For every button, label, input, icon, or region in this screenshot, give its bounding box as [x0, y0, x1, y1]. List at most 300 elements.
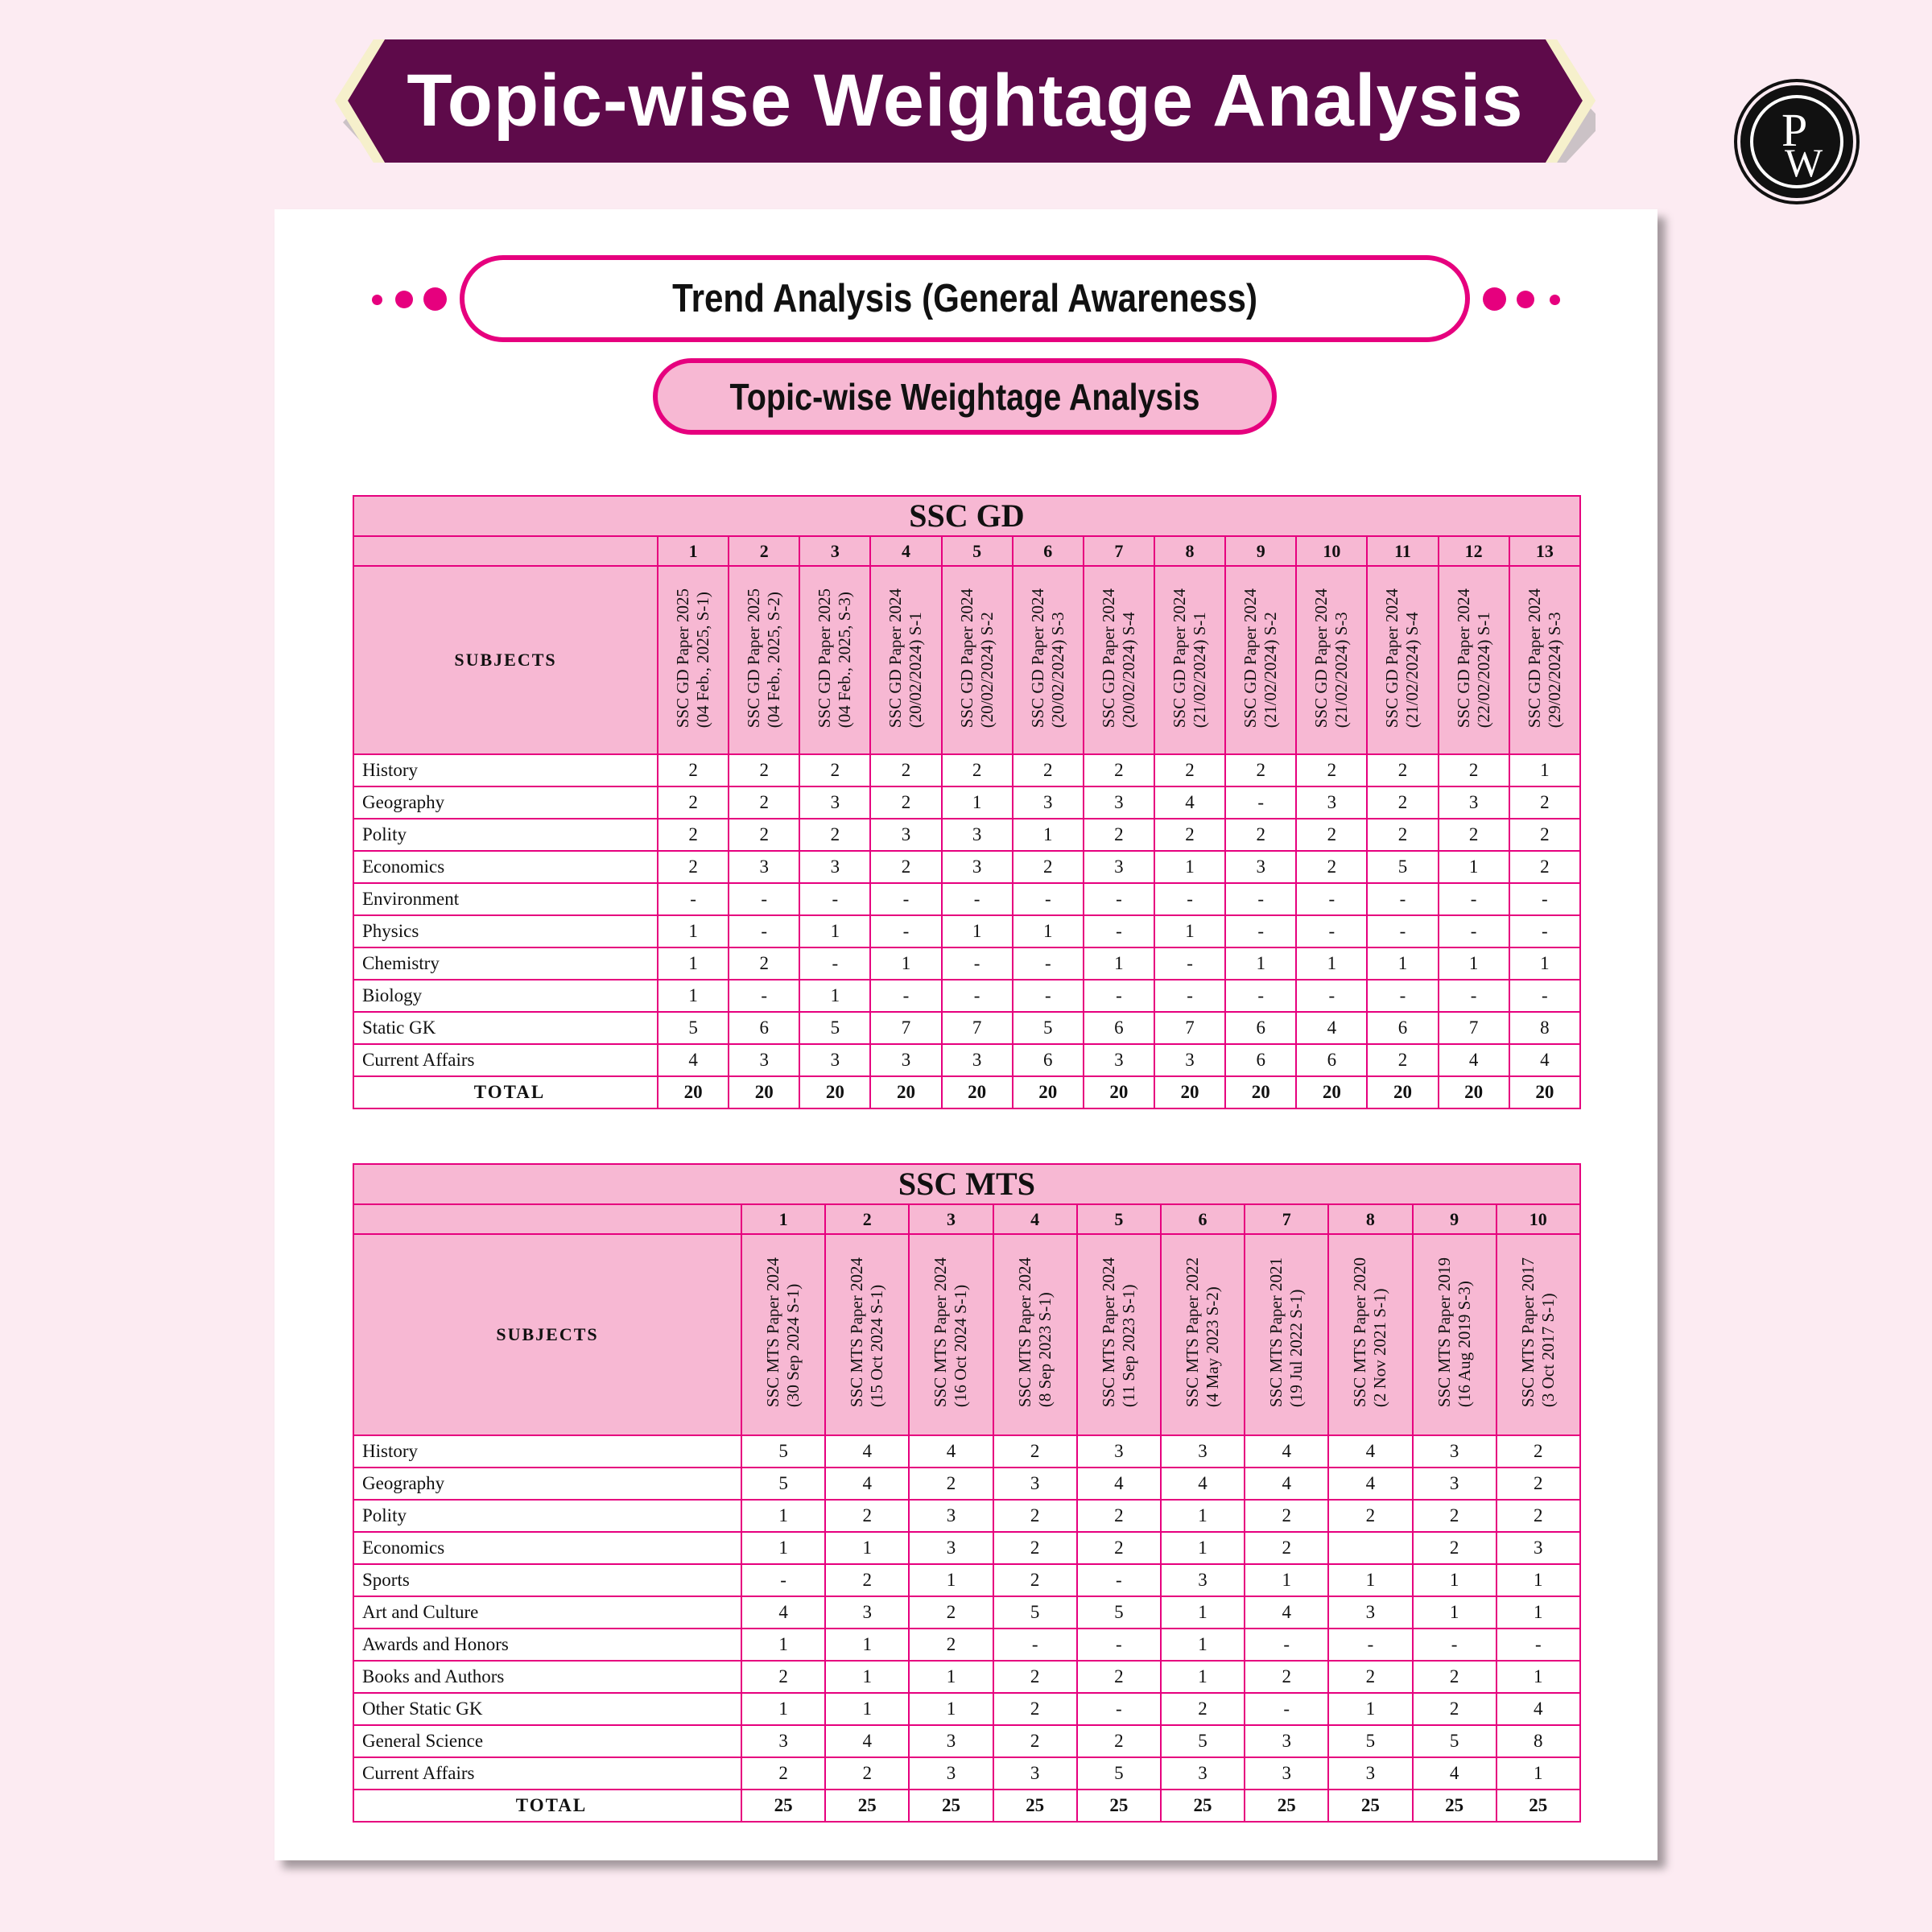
paper-label [763, 1257, 803, 1407]
value-cell: - [942, 980, 1013, 1012]
value-cell: 20 [1367, 1076, 1438, 1108]
value-cell: 4 [909, 1435, 993, 1468]
value-cell: 4 [1077, 1468, 1161, 1500]
table-row [353, 754, 1580, 786]
value-cell: 2 [1154, 819, 1225, 851]
value-cell: 1 [1161, 1532, 1245, 1564]
subject-name: Current Affairs [353, 1044, 658, 1076]
paper-column-header [1245, 1234, 1328, 1435]
blank-cell [353, 536, 658, 566]
value-cell: - [1296, 915, 1367, 947]
table-row [353, 1661, 1580, 1693]
value-cell: 5 [1077, 1596, 1161, 1629]
paper-name: SSC GD Paper 2024 [956, 588, 976, 729]
value-cell: - [1439, 883, 1509, 915]
paper-date: (30 Sep 2024 S-1) [783, 1284, 803, 1408]
paper-name: SSC GD Paper 2024 [1311, 588, 1331, 729]
table-row [353, 1468, 1580, 1500]
value-cell: 3 [1413, 1435, 1496, 1468]
paper-column-header [993, 1234, 1077, 1435]
total-row [353, 1790, 1580, 1822]
paper-label [815, 588, 855, 728]
value-cell: 1 [909, 1564, 993, 1596]
value-cell: 3 [1084, 786, 1154, 819]
paper-date: (21/02/2024) S-3 [1331, 612, 1352, 729]
value-cell: 2 [1496, 1435, 1580, 1468]
value-cell: 3 [1161, 1435, 1245, 1468]
svg-text:W: W [1785, 140, 1823, 185]
paper-name: SSC GD Paper 2025 [815, 588, 835, 729]
value-cell: 5 [1161, 1725, 1245, 1757]
value-cell: 4 [1245, 1468, 1328, 1500]
paper-name: SSC MTS Paper 2024 [847, 1257, 867, 1408]
paper-column-header [1084, 566, 1154, 754]
column-number: 10 [1296, 536, 1367, 566]
table-row [353, 1012, 1580, 1044]
value-cell: 6 [1225, 1012, 1296, 1044]
column-number: 13 [1509, 536, 1580, 566]
table-row [353, 786, 1580, 819]
value-cell: 3 [993, 1468, 1077, 1500]
paper-date: (11 Sep 2023 S-1) [1118, 1284, 1138, 1408]
value-cell: 2 [1296, 819, 1367, 851]
decor-dot [395, 291, 413, 308]
value-cell: 25 [1161, 1790, 1245, 1822]
value-cell: 1 [658, 915, 729, 947]
value-cell: 2 [658, 786, 729, 819]
value-cell: 1 [1154, 915, 1225, 947]
value-cell: - [799, 883, 870, 915]
paper-column-header [1367, 566, 1438, 754]
value-cell: 3 [1077, 1435, 1161, 1468]
paper-column-header [1509, 566, 1580, 754]
subject-name: Economics [353, 1532, 741, 1564]
value-cell: 3 [942, 819, 1013, 851]
value-cell: 1 [1161, 1661, 1245, 1693]
value-cell: 3 [909, 1500, 993, 1532]
subject-name: Awards and Honors [353, 1629, 741, 1661]
value-cell: 25 [825, 1790, 909, 1822]
subject-name: Other Static GK [353, 1693, 741, 1725]
value-cell: 1 [909, 1693, 993, 1725]
value-cell: 1 [1509, 947, 1580, 980]
value-cell: - [1367, 883, 1438, 915]
table-title-row [353, 496, 1580, 536]
value-cell: 2 [1077, 1500, 1161, 1532]
value-cell: 25 [1077, 1790, 1161, 1822]
value-cell: - [1509, 915, 1580, 947]
paper-name: SSC MTS Paper 2020 [1350, 1257, 1370, 1408]
value-cell: 2 [658, 851, 729, 883]
value-cell: - [1154, 980, 1225, 1012]
value-cell: 20 [1084, 1076, 1154, 1108]
value-cell: 20 [1225, 1076, 1296, 1108]
value-cell: 20 [799, 1076, 870, 1108]
value-cell: 1 [1439, 851, 1509, 883]
value-cell: - [1296, 980, 1367, 1012]
value-cell: 5 [799, 1012, 870, 1044]
value-cell: 2 [1367, 786, 1438, 819]
value-cell: - [993, 1629, 1077, 1661]
value-cell: 3 [909, 1757, 993, 1790]
value-cell: 20 [942, 1076, 1013, 1108]
column-number: 10 [1496, 1204, 1580, 1234]
value-cell: 3 [870, 1044, 941, 1076]
value-cell: 2 [870, 851, 941, 883]
paper-label [847, 1257, 887, 1407]
value-cell: 20 [1509, 1076, 1580, 1108]
column-number: 8 [1328, 1204, 1412, 1234]
value-cell: 4 [1413, 1757, 1496, 1790]
value-cell: - [1439, 980, 1509, 1012]
table-title-row [353, 1164, 1580, 1204]
subject-name: TOTAL [353, 1790, 741, 1822]
value-cell: 2 [1509, 851, 1580, 883]
paper-label [1435, 1257, 1475, 1407]
paper-label [1266, 1257, 1307, 1407]
value-cell: 3 [729, 1044, 799, 1076]
value-cell: 20 [870, 1076, 941, 1108]
paper-column-header [799, 566, 870, 754]
paper-name: SSC MTS Paper 2024 [931, 1257, 951, 1408]
paper-column-header [1013, 566, 1084, 754]
paper-date: (3 Oct 2017 S-1) [1538, 1293, 1558, 1408]
value-cell: - [1439, 915, 1509, 947]
value-cell: 2 [993, 1693, 1077, 1725]
value-cell: 5 [741, 1468, 825, 1500]
paper-name: SSC GD Paper 2025 [673, 588, 693, 729]
table-row [353, 883, 1580, 915]
ssc-gd-table [353, 495, 1581, 1109]
table-row [353, 1596, 1580, 1629]
paper-name: SSC MTS Paper 2022 [1183, 1257, 1203, 1408]
value-cell: 4 [1509, 1044, 1580, 1076]
value-cell: 1 [1496, 1564, 1580, 1596]
value-cell: 3 [1328, 1757, 1412, 1790]
value-cell: 2 [1328, 1661, 1412, 1693]
value-cell: 3 [942, 1044, 1013, 1076]
value-cell: 25 [1328, 1790, 1412, 1822]
value-cell: 2 [1013, 851, 1084, 883]
value-cell: 6 [1225, 1044, 1296, 1076]
value-cell: 4 [825, 1468, 909, 1500]
pw-logo [1740, 85, 1853, 198]
table-row [353, 1725, 1580, 1757]
value-cell: 3 [1013, 786, 1084, 819]
value-cell: 25 [909, 1790, 993, 1822]
table-row [353, 1500, 1580, 1532]
subject-name: Books and Authors [353, 1661, 741, 1693]
value-cell: - [1367, 915, 1438, 947]
paper-column-header [1496, 1234, 1580, 1435]
value-cell: 2 [1413, 1661, 1496, 1693]
value-cell: 2 [729, 754, 799, 786]
value-cell [1328, 1532, 1412, 1564]
value-cell: 3 [729, 851, 799, 883]
banner-title: Topic-wise Weightage Analysis [407, 60, 1524, 142]
value-cell: 5 [658, 1012, 729, 1044]
value-cell: 2 [1509, 786, 1580, 819]
value-cell: 1 [741, 1532, 825, 1564]
paper-label [1028, 588, 1068, 728]
value-cell: 7 [870, 1012, 941, 1044]
value-cell: 25 [993, 1790, 1077, 1822]
paper-date: (4 May 2023 S-2) [1203, 1286, 1223, 1408]
value-cell: 2 [1084, 819, 1154, 851]
value-cell: 1 [1161, 1596, 1245, 1629]
table-row [353, 1629, 1580, 1661]
paper-name: SSC GD Paper 2024 [886, 588, 906, 729]
paper-date: (29/02/2024) S-3 [1544, 612, 1564, 729]
value-cell: - [1509, 883, 1580, 915]
value-cell: 3 [741, 1725, 825, 1757]
value-cell: 2 [1013, 754, 1084, 786]
paper-date: (04 Feb., 2025, S-1) [693, 591, 713, 729]
value-cell: 3 [799, 1044, 870, 1076]
value-cell: 2 [658, 819, 729, 851]
column-number: 2 [729, 536, 799, 566]
value-cell: 2 [993, 1661, 1077, 1693]
value-cell: 3 [1084, 851, 1154, 883]
value-cell: - [1225, 915, 1296, 947]
column-number: 2 [825, 1204, 909, 1234]
paper-column-header [942, 566, 1013, 754]
value-cell: 2 [1296, 851, 1367, 883]
value-cell: 2 [1225, 819, 1296, 851]
value-cell: 1 [1413, 1564, 1496, 1596]
value-cell: 2 [909, 1596, 993, 1629]
value-cell: 2 [1154, 754, 1225, 786]
value-cell: 2 [741, 1661, 825, 1693]
value-cell: 1 [1496, 1661, 1580, 1693]
value-cell: - [1296, 883, 1367, 915]
value-cell: - [1084, 980, 1154, 1012]
value-cell: 2 [1509, 819, 1580, 851]
value-cell: 1 [1413, 1596, 1496, 1629]
decor-dot [1517, 291, 1534, 308]
value-cell: 1 [1496, 1757, 1580, 1790]
column-number: 4 [870, 536, 941, 566]
paper-label [1015, 1257, 1055, 1407]
decor-dot [423, 287, 447, 311]
column-number: 3 [799, 536, 870, 566]
value-cell: - [799, 947, 870, 980]
value-cell: 3 [1328, 1596, 1412, 1629]
value-cell: 1 [1496, 1596, 1580, 1629]
value-cell: 25 [1496, 1790, 1580, 1822]
value-cell: 1 [1328, 1693, 1412, 1725]
subject-name: History [353, 754, 658, 786]
paper-date: (04 Feb., 2025, S-2) [764, 591, 784, 729]
column-number: 8 [1154, 536, 1225, 566]
value-cell: 2 [1496, 1500, 1580, 1532]
column-number: 12 [1439, 536, 1509, 566]
value-cell: 5 [993, 1596, 1077, 1629]
value-cell: 2 [1328, 1500, 1412, 1532]
value-cell: - [1225, 883, 1296, 915]
value-cell: 3 [799, 786, 870, 819]
paper-date: (22/02/2024) S-1 [1473, 612, 1493, 729]
paper-date: (21/02/2024) S-2 [1261, 612, 1281, 729]
subject-name: Economics [353, 851, 658, 883]
table-row [353, 1044, 1580, 1076]
value-cell: - [741, 1564, 825, 1596]
table-row [353, 980, 1580, 1012]
blank-cell [353, 1204, 741, 1234]
column-number: 7 [1084, 536, 1154, 566]
value-cell: 1 [825, 1693, 909, 1725]
column-number: 5 [1077, 1204, 1161, 1234]
decor-dot [372, 295, 382, 305]
paper-name: SSC MTS Paper 2021 [1266, 1257, 1286, 1408]
value-cell: 1 [799, 980, 870, 1012]
value-cell: - [1367, 980, 1438, 1012]
paper-column-header [1161, 1234, 1245, 1435]
value-cell: 3 [1245, 1757, 1328, 1790]
column-number: 5 [942, 536, 1013, 566]
table-row [353, 819, 1580, 851]
subject-name: Environment [353, 883, 658, 915]
value-cell: - [658, 883, 729, 915]
value-cell: 7 [1439, 1012, 1509, 1044]
column-number: 6 [1161, 1204, 1245, 1234]
value-cell: - [1077, 1693, 1161, 1725]
value-cell: - [1077, 1564, 1161, 1596]
paper-name: SSC MTS Paper 2024 [763, 1257, 783, 1408]
paper-label [1525, 588, 1565, 728]
paper-column-header [825, 1234, 909, 1435]
column-number: 7 [1245, 1204, 1328, 1234]
value-cell: - [1225, 980, 1296, 1012]
subject-name: General Science [353, 1725, 741, 1757]
section-subtitle [653, 358, 1277, 435]
value-cell: - [729, 883, 799, 915]
value-cell: - [1013, 947, 1084, 980]
paper-name: SSC MTS Paper 2019 [1434, 1257, 1454, 1408]
value-cell: 3 [909, 1532, 993, 1564]
value-cell: 5 [1413, 1725, 1496, 1757]
value-cell: 2 [1413, 1500, 1496, 1532]
value-cell: 2 [658, 754, 729, 786]
paper-label [1170, 588, 1210, 728]
column-number: 3 [909, 1204, 993, 1234]
table-row [353, 1693, 1580, 1725]
value-cell: 4 [1161, 1468, 1245, 1500]
value-cell: 2 [1077, 1532, 1161, 1564]
pw-logo-icon [1744, 89, 1849, 194]
subject-name: TOTAL [353, 1076, 658, 1108]
paper-date: (2 Nov 2021 S-1) [1370, 1288, 1390, 1408]
paper-label [886, 588, 926, 728]
paper-label [1311, 588, 1352, 728]
value-cell: 2 [729, 819, 799, 851]
subject-name: Art and Culture [353, 1596, 741, 1629]
subject-name: Geography [353, 1468, 741, 1500]
paper-date: (20/02/2024) S-4 [1118, 612, 1138, 729]
value-cell: - [1509, 980, 1580, 1012]
value-cell: 2 [1413, 1532, 1496, 1564]
value-cell: 2 [799, 754, 870, 786]
value-cell: 6 [1367, 1012, 1438, 1044]
column-number-row [353, 536, 1580, 566]
value-cell: 3 [942, 851, 1013, 883]
table-row [353, 947, 1580, 980]
value-cell: 1 [870, 947, 941, 980]
paper-date: (04 Feb., 2025, S-3) [835, 591, 855, 729]
paper-date: (20/02/2024) S-3 [1047, 612, 1067, 729]
value-cell: 2 [741, 1757, 825, 1790]
value-cell: 1 [1367, 947, 1438, 980]
value-cell: 2 [993, 1435, 1077, 1468]
value-cell: - [1013, 980, 1084, 1012]
paper-label [744, 588, 784, 728]
value-cell: - [1013, 883, 1084, 915]
subject-name: Polity [353, 819, 658, 851]
table-title: SSC GD [353, 496, 1580, 536]
value-cell: 4 [1245, 1596, 1328, 1629]
paper-name: SSC GD Paper 2024 [1170, 588, 1190, 729]
value-cell: 2 [1439, 819, 1509, 851]
value-cell: 4 [1439, 1044, 1509, 1076]
value-cell: 2 [1296, 754, 1367, 786]
value-cell: 3 [799, 851, 870, 883]
value-cell: 1 [658, 947, 729, 980]
value-cell: 1 [1013, 819, 1084, 851]
value-cell: 5 [1328, 1725, 1412, 1757]
paper-name: SSC MTS Paper 2017 [1517, 1257, 1538, 1408]
value-cell: 4 [1328, 1468, 1412, 1500]
value-cell: 4 [1328, 1435, 1412, 1468]
value-cell: 1 [1296, 947, 1367, 980]
value-cell: 1 [1161, 1500, 1245, 1532]
value-cell: - [1245, 1629, 1328, 1661]
value-cell: - [942, 883, 1013, 915]
value-cell: 1 [1509, 754, 1580, 786]
value-cell: 3 [1161, 1564, 1245, 1596]
value-cell: 3 [1245, 1725, 1328, 1757]
value-cell: 2 [909, 1468, 993, 1500]
value-cell: 3 [1154, 1044, 1225, 1076]
paper-date: (21/02/2024) S-4 [1402, 612, 1422, 729]
column-number: 9 [1225, 536, 1296, 566]
value-cell: 1 [799, 915, 870, 947]
value-cell: 6 [1013, 1044, 1084, 1076]
value-cell: 3 [1225, 851, 1296, 883]
paper-column-header [741, 1234, 825, 1435]
ssc-mts-table [353, 1163, 1581, 1823]
paper-label [1183, 1257, 1223, 1407]
value-cell: 2 [1496, 1468, 1580, 1500]
value-cell: - [1245, 1693, 1328, 1725]
section-title-text: Trend Analysis (General Awareness) [672, 277, 1257, 320]
value-cell: 2 [729, 786, 799, 819]
paper-name: SSC GD Paper 2024 [1098, 588, 1118, 729]
value-cell: - [942, 947, 1013, 980]
paper-date: (16 Oct 2024 S-1) [951, 1285, 971, 1408]
value-cell: 1 [909, 1661, 993, 1693]
value-cell: 1 [942, 786, 1013, 819]
value-cell: 5 [1013, 1012, 1084, 1044]
subject-name: Static GK [353, 1012, 658, 1044]
value-cell: 3 [870, 819, 941, 851]
value-cell: 2 [825, 1757, 909, 1790]
paper-name: SSC MTS Paper 2024 [1014, 1257, 1034, 1408]
value-cell: - [870, 883, 941, 915]
table-row [353, 1532, 1580, 1564]
subjects-header: SUBJECTS [353, 566, 658, 754]
value-cell: 2 [942, 754, 1013, 786]
value-cell: 7 [942, 1012, 1013, 1044]
